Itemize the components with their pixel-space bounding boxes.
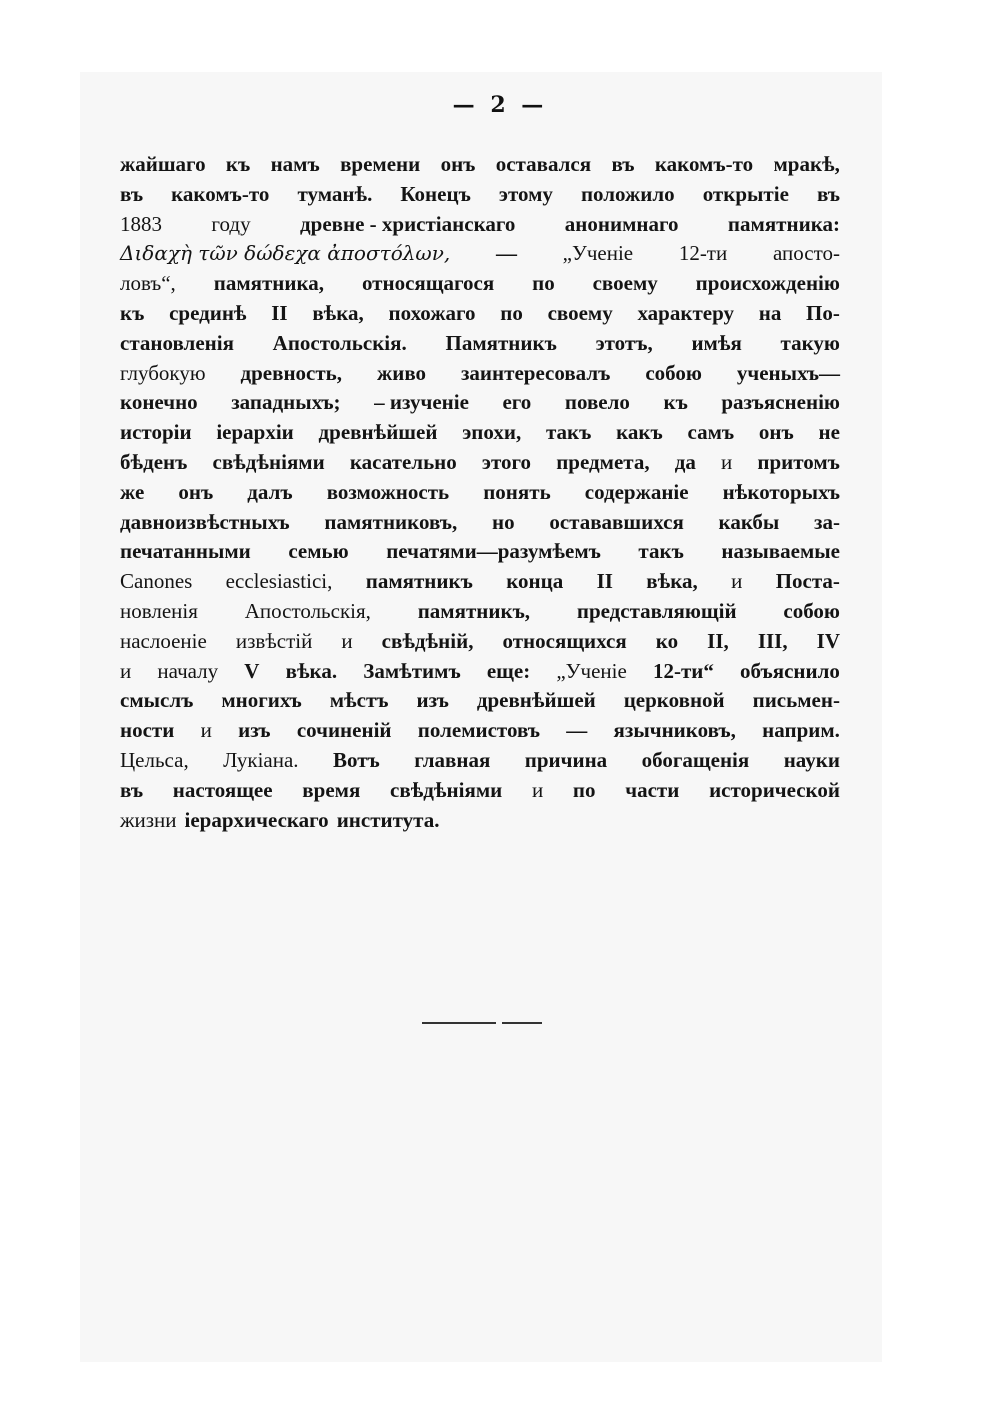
word: II, xyxy=(707,628,729,653)
word: характеру xyxy=(637,300,734,325)
word: западныхъ; xyxy=(231,390,341,415)
word: Замѣтимъ xyxy=(363,658,461,683)
word: касательно xyxy=(349,449,457,474)
word: свѣдѣній, xyxy=(381,628,474,653)
word: объяснило xyxy=(740,658,840,683)
word: время xyxy=(302,777,361,802)
text-line xyxy=(120,806,840,836)
word: жайшаго xyxy=(120,152,206,176)
word: ecclesiastici, xyxy=(225,569,333,594)
word: называемые xyxy=(721,539,840,564)
word: изъ xyxy=(238,718,271,743)
text-line xyxy=(120,567,840,597)
word: же xyxy=(120,479,145,504)
word: апосто- xyxy=(772,241,840,266)
word: срединѣ xyxy=(169,300,247,325)
word: свѣдѣніями xyxy=(390,777,503,802)
word: этому xyxy=(498,181,553,206)
text-line xyxy=(120,478,840,508)
word: началу xyxy=(157,658,219,683)
word: сочиненій xyxy=(296,718,392,743)
word: далъ xyxy=(247,479,293,504)
word: Вотъ xyxy=(333,747,380,772)
word: не xyxy=(818,420,840,445)
word: къ xyxy=(663,390,688,415)
word: древнѣйшей xyxy=(476,688,596,713)
word: къ xyxy=(120,300,145,325)
text-line xyxy=(120,150,840,180)
text-line xyxy=(120,686,840,716)
word: становленія xyxy=(120,330,234,355)
word: такъ xyxy=(545,420,592,445)
word: главная xyxy=(414,747,491,772)
word: мѣстъ xyxy=(329,688,389,713)
word: эпохи, xyxy=(462,420,522,445)
word: за- xyxy=(814,509,840,534)
text-line xyxy=(120,418,840,448)
word: Поста- xyxy=(775,569,840,594)
word: происхожденію xyxy=(695,271,840,296)
text-line xyxy=(120,388,840,418)
word: и xyxy=(720,449,733,474)
text-line xyxy=(120,716,840,746)
word: онъ xyxy=(440,152,476,176)
word: – изученіе xyxy=(374,390,469,415)
word: въ xyxy=(816,181,840,206)
word: мракѣ, xyxy=(773,152,840,176)
word: древнѣйшей xyxy=(318,420,438,445)
word: Лукіана. xyxy=(223,747,299,772)
word: памятника: xyxy=(727,211,840,236)
word: церковной xyxy=(623,688,725,713)
word: Апостольскія. xyxy=(272,330,407,355)
word: многихъ xyxy=(221,688,302,713)
word: памятникъ, xyxy=(417,598,531,623)
word: да xyxy=(674,449,696,474)
word: института. xyxy=(336,807,440,832)
word: исторіи xyxy=(120,420,192,445)
word: и xyxy=(731,569,743,594)
word: этого xyxy=(481,449,532,474)
word: предмета, xyxy=(556,449,650,474)
word: по xyxy=(532,271,555,296)
word: нѣкоторыхъ xyxy=(722,479,840,504)
word: ности xyxy=(120,718,175,743)
word: печатями—разумѣемъ xyxy=(386,539,601,564)
word: и xyxy=(341,628,353,653)
word: положило xyxy=(580,181,675,206)
word: IV xyxy=(816,628,840,653)
word: такъ xyxy=(638,539,684,564)
text-line xyxy=(120,627,840,657)
word: повело xyxy=(564,390,630,415)
word: науки xyxy=(783,747,840,772)
word: V xyxy=(244,658,260,683)
word: какъ xyxy=(616,420,663,445)
word: и xyxy=(531,777,544,802)
word: язычниковъ, xyxy=(613,718,736,743)
word: памятниковъ, xyxy=(324,509,458,534)
word: — xyxy=(566,718,588,743)
word: притомъ xyxy=(757,449,840,474)
text-line xyxy=(120,537,840,567)
word: ученыхъ— xyxy=(736,360,840,385)
word: собою xyxy=(783,598,840,623)
word: письмен- xyxy=(752,688,840,713)
word: еще: xyxy=(486,658,531,683)
word: въ xyxy=(611,152,635,176)
text-line xyxy=(120,508,840,538)
word: ловъ“, xyxy=(120,271,176,296)
word: Конецъ xyxy=(400,181,471,206)
text-line xyxy=(120,239,840,269)
word: „Ученіе xyxy=(562,241,634,266)
text-line xyxy=(120,776,840,806)
body-text xyxy=(120,150,840,835)
text-line xyxy=(120,657,840,687)
word: и xyxy=(200,718,212,743)
word: 1883 xyxy=(120,211,162,236)
text-line xyxy=(120,597,840,627)
word: по xyxy=(500,300,523,325)
word: его xyxy=(502,390,532,415)
word: вѣка. xyxy=(285,658,338,683)
word: такую xyxy=(780,330,840,355)
word: относящагося xyxy=(361,271,495,296)
word: памятника, xyxy=(213,271,325,296)
word: По- xyxy=(806,300,840,325)
text-line xyxy=(120,448,840,478)
word: семью xyxy=(288,539,349,564)
word: обогащенія xyxy=(641,747,750,772)
word: смыслъ xyxy=(120,688,194,713)
word: полемистовъ xyxy=(417,718,541,743)
word: году xyxy=(211,211,251,236)
word: II xyxy=(596,569,613,594)
word: онъ xyxy=(178,479,214,504)
word: вѣка, xyxy=(312,300,364,325)
word: памятникъ xyxy=(365,569,473,594)
text-line xyxy=(120,359,840,389)
word: этотъ, xyxy=(595,330,653,355)
word: и xyxy=(120,658,132,683)
word: бѣденъ xyxy=(120,449,188,474)
word: анонимнаго xyxy=(564,211,679,236)
word: свѣдѣніями xyxy=(212,449,325,474)
word: конечно xyxy=(120,390,198,415)
text-line xyxy=(120,180,840,210)
text-line xyxy=(120,746,840,776)
word: причина xyxy=(524,747,608,772)
word: какомъ-то xyxy=(654,152,754,176)
word: относящихся xyxy=(502,628,627,653)
word: древне - христіанскаго xyxy=(300,211,516,236)
word: III, xyxy=(757,628,788,653)
word: Памятникъ xyxy=(445,330,557,355)
word: іерархическаго xyxy=(184,807,329,832)
word: на xyxy=(758,300,782,325)
word: собою xyxy=(645,360,702,385)
word: извѣстій xyxy=(235,628,313,653)
word: Canones xyxy=(120,569,193,594)
word: II xyxy=(271,300,288,325)
word: похожаго xyxy=(388,300,476,325)
word: онъ xyxy=(758,420,794,445)
word: настоящее xyxy=(172,777,273,802)
word: 12-ти“ xyxy=(652,658,714,683)
word: вѣка, xyxy=(646,569,698,594)
word: глубокую xyxy=(120,360,206,385)
word: новленія xyxy=(120,598,198,623)
word: самъ xyxy=(687,420,735,445)
word: имѣя xyxy=(691,330,742,355)
word: печатанными xyxy=(120,539,251,564)
word: разъясненію xyxy=(721,390,840,415)
word: ко xyxy=(655,628,679,653)
word: конца xyxy=(506,569,564,594)
word: въ xyxy=(120,181,144,206)
text-line xyxy=(120,269,840,299)
word: остававшихся xyxy=(549,509,684,534)
word: какомъ-то xyxy=(171,181,270,206)
word: Апостольскія, xyxy=(244,598,371,623)
word: іерархіи xyxy=(216,420,294,445)
word: давноизвѣстныхъ xyxy=(120,509,290,534)
word: въ xyxy=(120,777,144,802)
end-ornament-rule xyxy=(422,1022,542,1024)
word: „Ученіе xyxy=(556,658,627,683)
word: части xyxy=(625,777,680,802)
word: времени xyxy=(340,152,421,176)
word: по xyxy=(572,777,596,802)
word: 12-ти xyxy=(678,241,728,266)
word: Διδαχὴ τῶν δώδεχα ἀποστόλων, xyxy=(120,241,451,266)
word: жизни xyxy=(120,807,177,832)
word: древность, xyxy=(240,360,343,385)
word: исторической xyxy=(709,777,840,802)
word: но xyxy=(491,509,515,534)
word: представляющій xyxy=(576,598,737,623)
page-number: — 2 — xyxy=(452,92,548,118)
word: намъ xyxy=(270,152,320,176)
word: заинтересовалъ xyxy=(460,360,611,385)
word: туманѣ. xyxy=(297,181,373,206)
word: своему xyxy=(592,271,658,296)
word: живо xyxy=(377,360,427,385)
word: наприм. xyxy=(762,718,840,743)
word: изъ xyxy=(416,688,449,713)
text-line xyxy=(120,329,840,359)
word: понять xyxy=(483,479,551,504)
word: наслоеніе xyxy=(120,628,207,653)
text-line xyxy=(120,299,840,329)
word: своему xyxy=(547,300,613,325)
word: содержаніе xyxy=(584,479,689,504)
word: открытіе xyxy=(702,181,789,206)
text-line xyxy=(120,210,840,240)
word: какбы xyxy=(718,509,780,534)
word: возможность xyxy=(326,479,450,504)
word: — xyxy=(495,241,517,266)
word: къ xyxy=(225,152,251,176)
word: оставался xyxy=(495,152,592,176)
word: Цельса, xyxy=(120,747,189,772)
